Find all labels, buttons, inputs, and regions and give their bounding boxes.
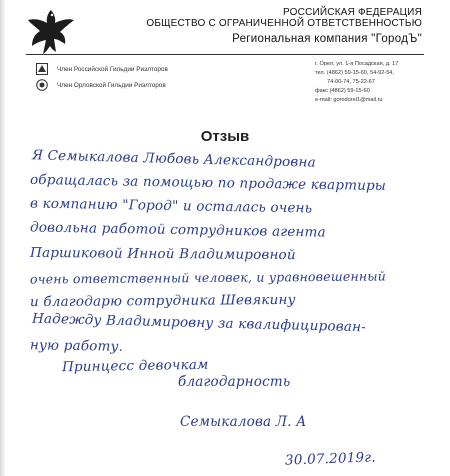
contact-phone-extra: 74-00-74, 75-22-67 — [327, 79, 375, 85]
handwritten-date: 30.07.2019г. — [284, 449, 377, 469]
membership-oryol-guild: Член Орловской Гильдии Риэлторов — [57, 82, 166, 89]
handwriting-line: Принцесс девочкам — [61, 356, 209, 376]
header-divider — [26, 54, 424, 55]
header-company-name: Региональная компания "ГородЪ" — [232, 33, 422, 45]
handwriting-line: Надежду Владимировну за квалифицирован- — [31, 310, 367, 336]
handwriting-line: Я Семыкалова Любовь Александровна — [31, 147, 317, 171]
header-org-type: ОБЩЕСТВО С ОГРАНИЧЕННОЙ ОТВЕТСТВЕННОСТЬЮ — [146, 18, 422, 29]
handwritten-signature-name: Семыкалова Л. А — [180, 414, 307, 430]
handwriting-line: ную работу. — [29, 337, 124, 355]
scan-shadow — [0, 0, 6, 476]
handwriting-line: очень ответственный человек, и уравновешенный — [29, 268, 386, 287]
contact-address: г. Орел, ул. 1-я Посадская, д. 17 — [315, 61, 399, 67]
handwriting-line: в компанию "Город" и осталась очень — [29, 195, 313, 217]
russian-guild-icon — [36, 63, 48, 75]
header-country: РОССИЙСКАЯ ФЕДЕРАЦИЯ — [283, 7, 422, 18]
contact-phone: тел. (4862) 59-15-60, 54-92-54, — [315, 70, 394, 76]
handwriting-line: и благодарю сотрудника Шевякину — [29, 291, 296, 311]
contact-fax: факс (4862) 59-15-60 — [315, 88, 370, 94]
handwriting-line: Паршиковой Инной Владимировной — [29, 244, 296, 264]
handwriting-line: обращалась за помощью по продаже квартиры — [29, 171, 387, 195]
handwriting-line: благодарность — [178, 374, 291, 390]
eagle-logo — [26, 6, 76, 58]
document-title: Отзыв — [200, 128, 250, 145]
handwriting-line: довольна работой сотрудников агента — [29, 219, 326, 241]
membership-russian-guild: Член Российской Гильдии Риэлторов — [57, 66, 168, 73]
contact-email: e-mail: gorodorel1@mail.ru — [315, 97, 383, 103]
oryol-guild-icon — [36, 79, 48, 91]
